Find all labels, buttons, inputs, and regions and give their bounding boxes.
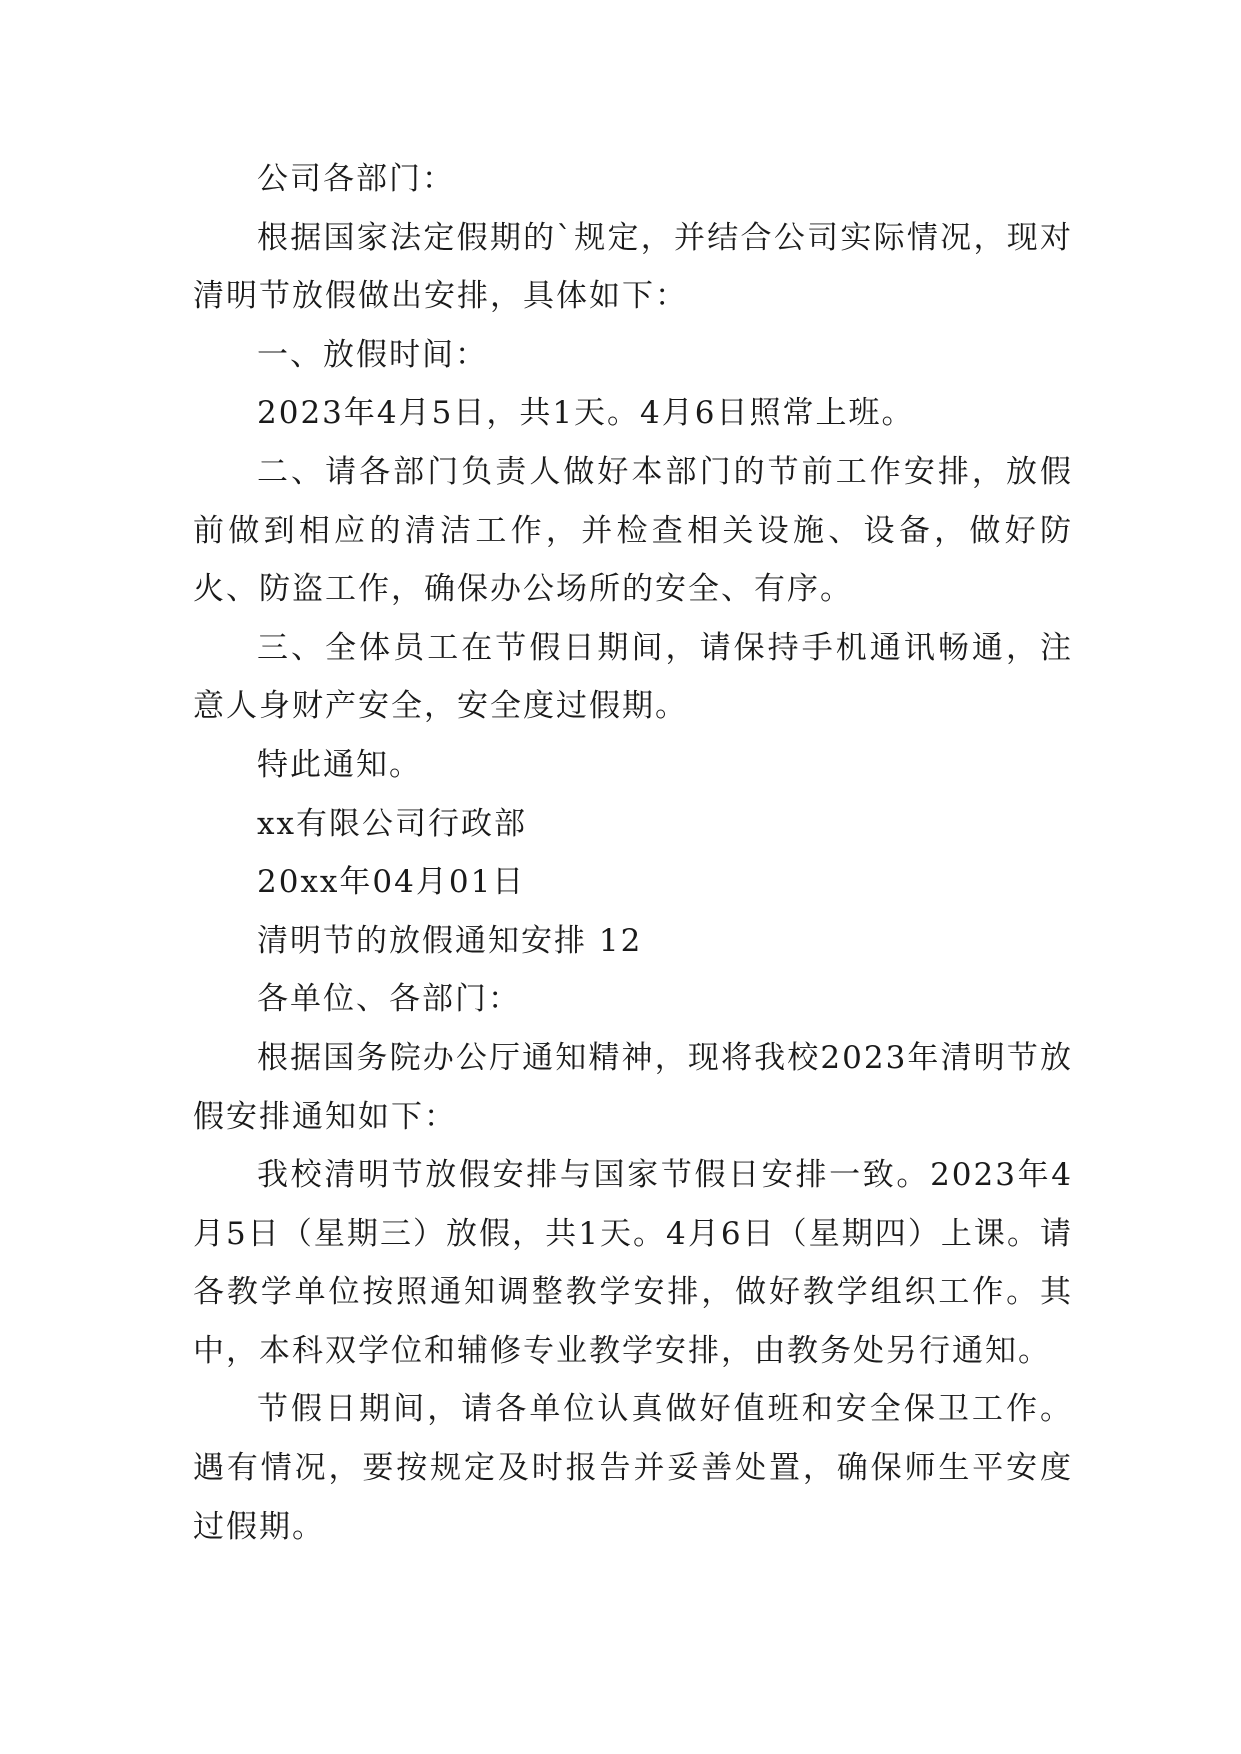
section-heading-holiday-time: 一、放假时间： xyxy=(257,336,488,373)
salutation-company: 公司各部门： xyxy=(257,161,455,197)
salutation-units: 各单位、各部门： xyxy=(257,981,521,1018)
school-intro-paragraph: 根据国务院办公厅通知精神，现将我校2023年清明节放假安排通知如下： xyxy=(193,1039,1073,1135)
second-notice-title: 清明节的放假通知安排 12 xyxy=(257,922,643,959)
document-body xyxy=(193,150,1073,1556)
duty-safety-paragraph: 节假日期间，请各单位认真做好值班和安全保卫工作。遇有情况，要按规定及时报告并妥善处置，确保师生平安度过假期。 xyxy=(193,1391,1073,1545)
issue-date: 20xx年04月01日 xyxy=(257,864,526,901)
school-arrangement-paragraph: 我校清明节放假安排与国家节假日安排一致。2023年4月5日（星期三）放假，共1天。4月6日（星期四）上课。请各教学单位按照通知调整教学安排，做好教学组织工作。其中，本科双学位和辅修专业教学安排，由教务处另行通知。 xyxy=(193,1157,1073,1369)
item-two-paragraph: 二、请各部门负责人做好本部门的节前工作安排，放假前做到相应的清洁工作，并检查相关设施、设备，做好防火、防盗工作，确保办公场所的安全、有序。 xyxy=(193,453,1073,608)
issuer-name: xx有限公司行政部 xyxy=(257,805,527,842)
closing-notice: 特此通知。 xyxy=(257,746,422,783)
holiday-dates: 2023年4月5日，共1天。4月6日照常上班。 xyxy=(257,395,915,432)
intro-paragraph: 根据国家法定假期的`规定，并结合公司实际情况，现对清明节放假做出安排，具体如下： xyxy=(193,219,1073,315)
item-three-paragraph: 三、全体员工在节假日期间，请保持手机通讯畅通，注意人身财产安全，安全度过假期。 xyxy=(193,629,1073,725)
